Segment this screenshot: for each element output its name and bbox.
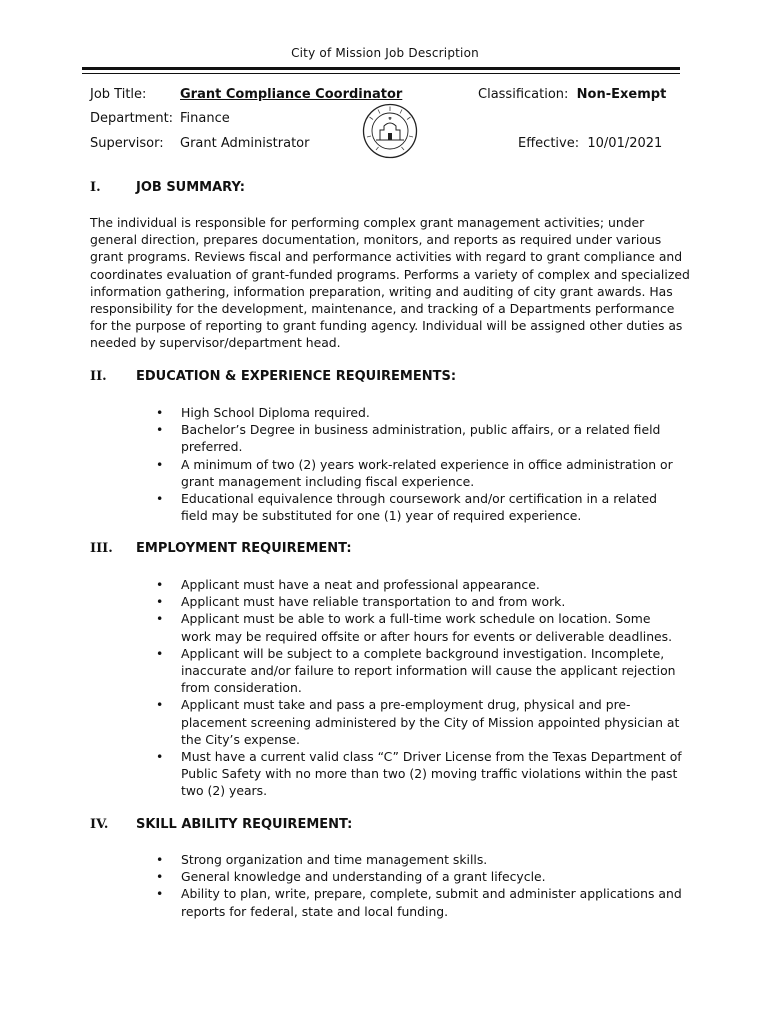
list-item: • High School Diploma required. — [154, 404, 684, 421]
section-1-heading — [90, 180, 245, 195]
list-item: • Educational equivalence through coursework and/or certification in a related field may be substituted for one (1) year of required experience. — [154, 490, 684, 524]
education-list — [154, 404, 684, 524]
list-item: • General knowledge and understanding of a grant lifecycle. — [154, 868, 684, 885]
list-item: • Must have a current valid class “C” Driver License from the Texas Department of Public Safety with no more than two (2) moving traffic violations within the past two (2) years. — [154, 748, 684, 800]
section-4-title: SKILL ABILITY REQUIREMENT: — [136, 817, 353, 832]
section-2-heading — [90, 369, 456, 384]
effective-row — [518, 136, 662, 151]
city-seal-icon — [362, 103, 418, 159]
section-3-number: III. — [90, 541, 113, 556]
job-title-row — [90, 87, 402, 102]
section-1-title: JOB SUMMARY: — [136, 180, 245, 195]
effective-label: Effective: — [518, 136, 580, 151]
supervisor-value: Grant Administrator — [180, 136, 310, 151]
section-4-heading — [90, 817, 352, 832]
list-item: • Ability to plan, write, prepare, complete, submit and administer applications and reports for federal, state and local funding. — [154, 885, 684, 919]
header-rule-thick — [82, 67, 680, 70]
list-item: • A minimum of two (2) years work-related experience in office administration or grant management including fiscal experience. — [154, 456, 684, 490]
list-item: • Applicant will be subject to a complete background investigation. Incomplete, inaccurate and/or failure to report information will cause the applicant rejection from consideration. — [154, 645, 684, 697]
list-item: • Strong organization and time management skills. — [154, 851, 684, 868]
department-row — [90, 111, 230, 126]
list-item: • Applicant must take and pass a pre-employment drug, physical and pre-placement screening administered by the City of Mission appointed physician at the City’s expense. — [154, 696, 684, 748]
job-title-value: Grant Compliance Coordinator — [180, 87, 403, 102]
header-rule-thin — [82, 73, 680, 74]
section-4-number: IV. — [90, 817, 109, 832]
section-2-number: II. — [90, 369, 107, 384]
section-1-number: I. — [90, 180, 101, 195]
supervisor-label: Supervisor: — [90, 136, 164, 151]
classification-row — [478, 87, 666, 102]
skill-list — [154, 851, 684, 920]
effective-value: 10/01/2021 — [587, 136, 663, 151]
section-3-heading — [90, 541, 352, 556]
list-item: • Bachelor’s Degree in business administration, public affairs, or a related field preferred. — [154, 421, 684, 455]
classification-label: Classification: — [478, 87, 569, 102]
section-2-title: EDUCATION & EXPERIENCE REQUIREMENTS: — [136, 369, 457, 384]
department-label: Department: — [90, 111, 174, 126]
employment-list — [154, 576, 684, 800]
job-title-label: Job Title: — [90, 87, 147, 102]
list-item: • Applicant must be able to work a full-time work schedule on location. Some work may be required offsite or after hours for events or deliverable deadlines. — [154, 610, 684, 644]
section-3-title: EMPLOYMENT REQUIREMENT: — [136, 541, 352, 556]
classification-value: Non-Exempt — [576, 87, 667, 102]
list-item: • Applicant must have reliable transportation to and from work. — [154, 593, 684, 610]
list-item: • Applicant must have a neat and professional appearance. — [154, 576, 684, 593]
job-summary-paragraph: The individual is responsible for performing complex grant management activities; under general direction, prepares documentation, monitors, and reports as required under various grant programs. Reviews fiscal and performance activities with regard to grant compliance and coordinates evaluation of grant-funded programs. Performs a variety of complex and specialized information gathering, information preparation, writing and auditing of city grant awards. Has responsibility for the development, maintenance, and tracking of a Departments performance for the purpose of reporting to grant funding agency. Individual will be assigned other duties as needed by supervisor/department head. — [90, 215, 690, 351]
department-value: Finance — [180, 111, 230, 126]
supervisor-row — [90, 136, 309, 151]
page-header: City of Mission Job Description — [291, 46, 479, 60]
